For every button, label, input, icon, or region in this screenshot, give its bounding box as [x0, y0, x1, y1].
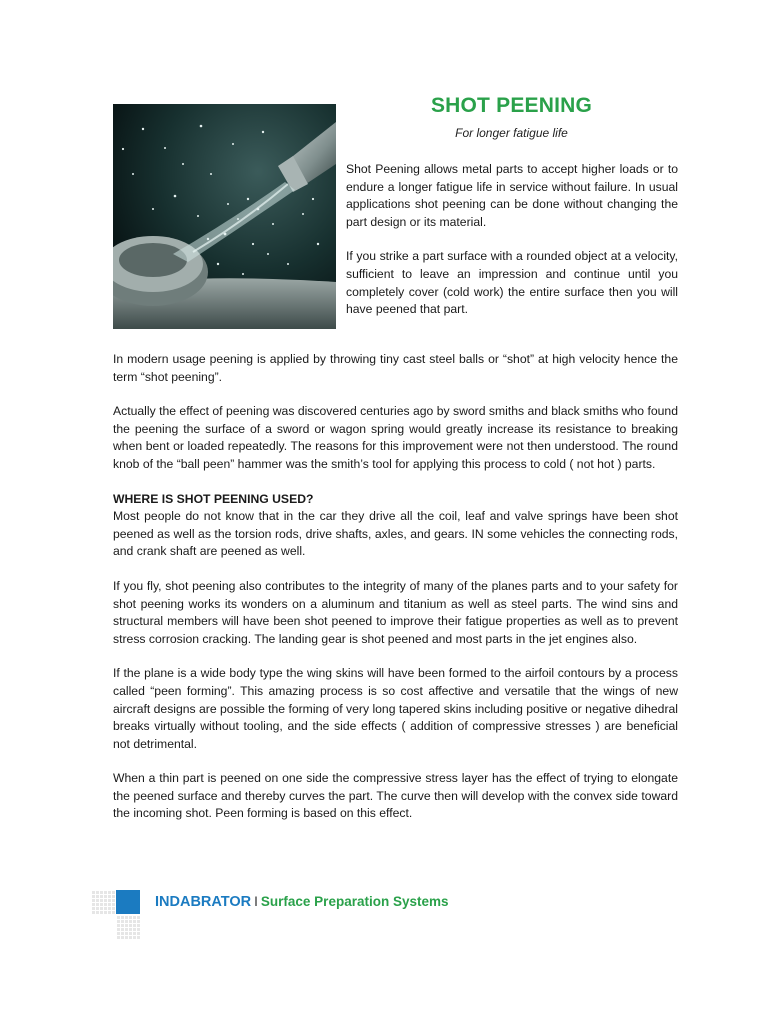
document-subtitle: For longer fatigue life [455, 126, 568, 140]
intro-paragraph: If you strike a part surface with a rounded object at a velocity, sufficient to leave an impression and continue until you completely cover (cold work) the entire surface then you will have peened that part. [346, 249, 678, 317]
body-paragraph: Actually the effect of peening was discovered centuries ago by sword smiths and black smiths who found the peening the surface of a sword or wagon spring would greatly increase its resistance to breaking when bent or loaded repeatedly. The reasons for this improvement were not then understood. The round knob of the “ball peen” hammer was the smith’s tool for applying this process to cold ( not hot ) parts. [113, 404, 678, 471]
section-paragraph: When a thin part is peened on one side the compressive stress layer has the effect of trying to elongate the peened surface and thereby curves the part. The curve then will develop with the convex side toward the incoming shot. Peen forming is based on this effect. [113, 771, 678, 821]
brand-separator: I [254, 894, 258, 909]
indabrator-logo-icon [91, 890, 141, 940]
body-section [113, 351, 678, 840]
intro-section [346, 161, 678, 336]
section-paragraph: Most people do not know that in the car they drive all the coil, leaf and valve springs have been shot peened as well as the torsion rods, drive shafts, axles, and gears. IN some vehicles the connecting rods, and crank shaft are peened as well. [113, 509, 678, 559]
logo-grid-cell [116, 915, 140, 939]
section-paragraph: If you fly, shot peening also contributes to the integrity of many of the planes parts and to your safety for shot peening works its wonders on a aluminum and titanium as well as steel parts. The wind sins and structural members will have been shot peened to improve their fatigue properties as well as to prevent stress corrosion cracking. The landing gear is shot peened and most parts in the jet engines also. [113, 578, 678, 646]
section-heading: WHERE IS SHOT PEENING USED? [113, 491, 314, 506]
brand-tagline: Surface Preparation Systems [260, 894, 449, 909]
shot-peening-illustration [113, 104, 336, 329]
footer-branding [155, 894, 449, 910]
section-paragraph: If the plane is a wide body type the wing skins will have been formed to the airfoil contours by a process called “peen forming”. This amazing process is so cost affective and versatile that the wings of new aircraft designs are possible the forming of very long tapered skins including positive or negative dihedral breaks virtually without tooling, and the side effects ( addition of compressive stresses ) are beneficial not detrimental. [113, 666, 678, 751]
shot-peening-photo [113, 104, 336, 329]
document-title: SHOT PEENING [430, 94, 593, 117]
brand-name: INDABRATOR [155, 894, 252, 910]
logo-blue-cell [116, 890, 140, 914]
body-paragraph: In modern usage peening is applied by throwing tiny cast steel balls or “shot” at high velocity hence the term “shot peening”. [113, 352, 678, 384]
logo-grid-cell [91, 890, 115, 914]
intro-paragraph: Shot Peening allows metal parts to accept higher loads or to endure a longer fatigue life in service without failure. In usual applications shot peening can be done without changing the part design or its material. [346, 162, 678, 229]
